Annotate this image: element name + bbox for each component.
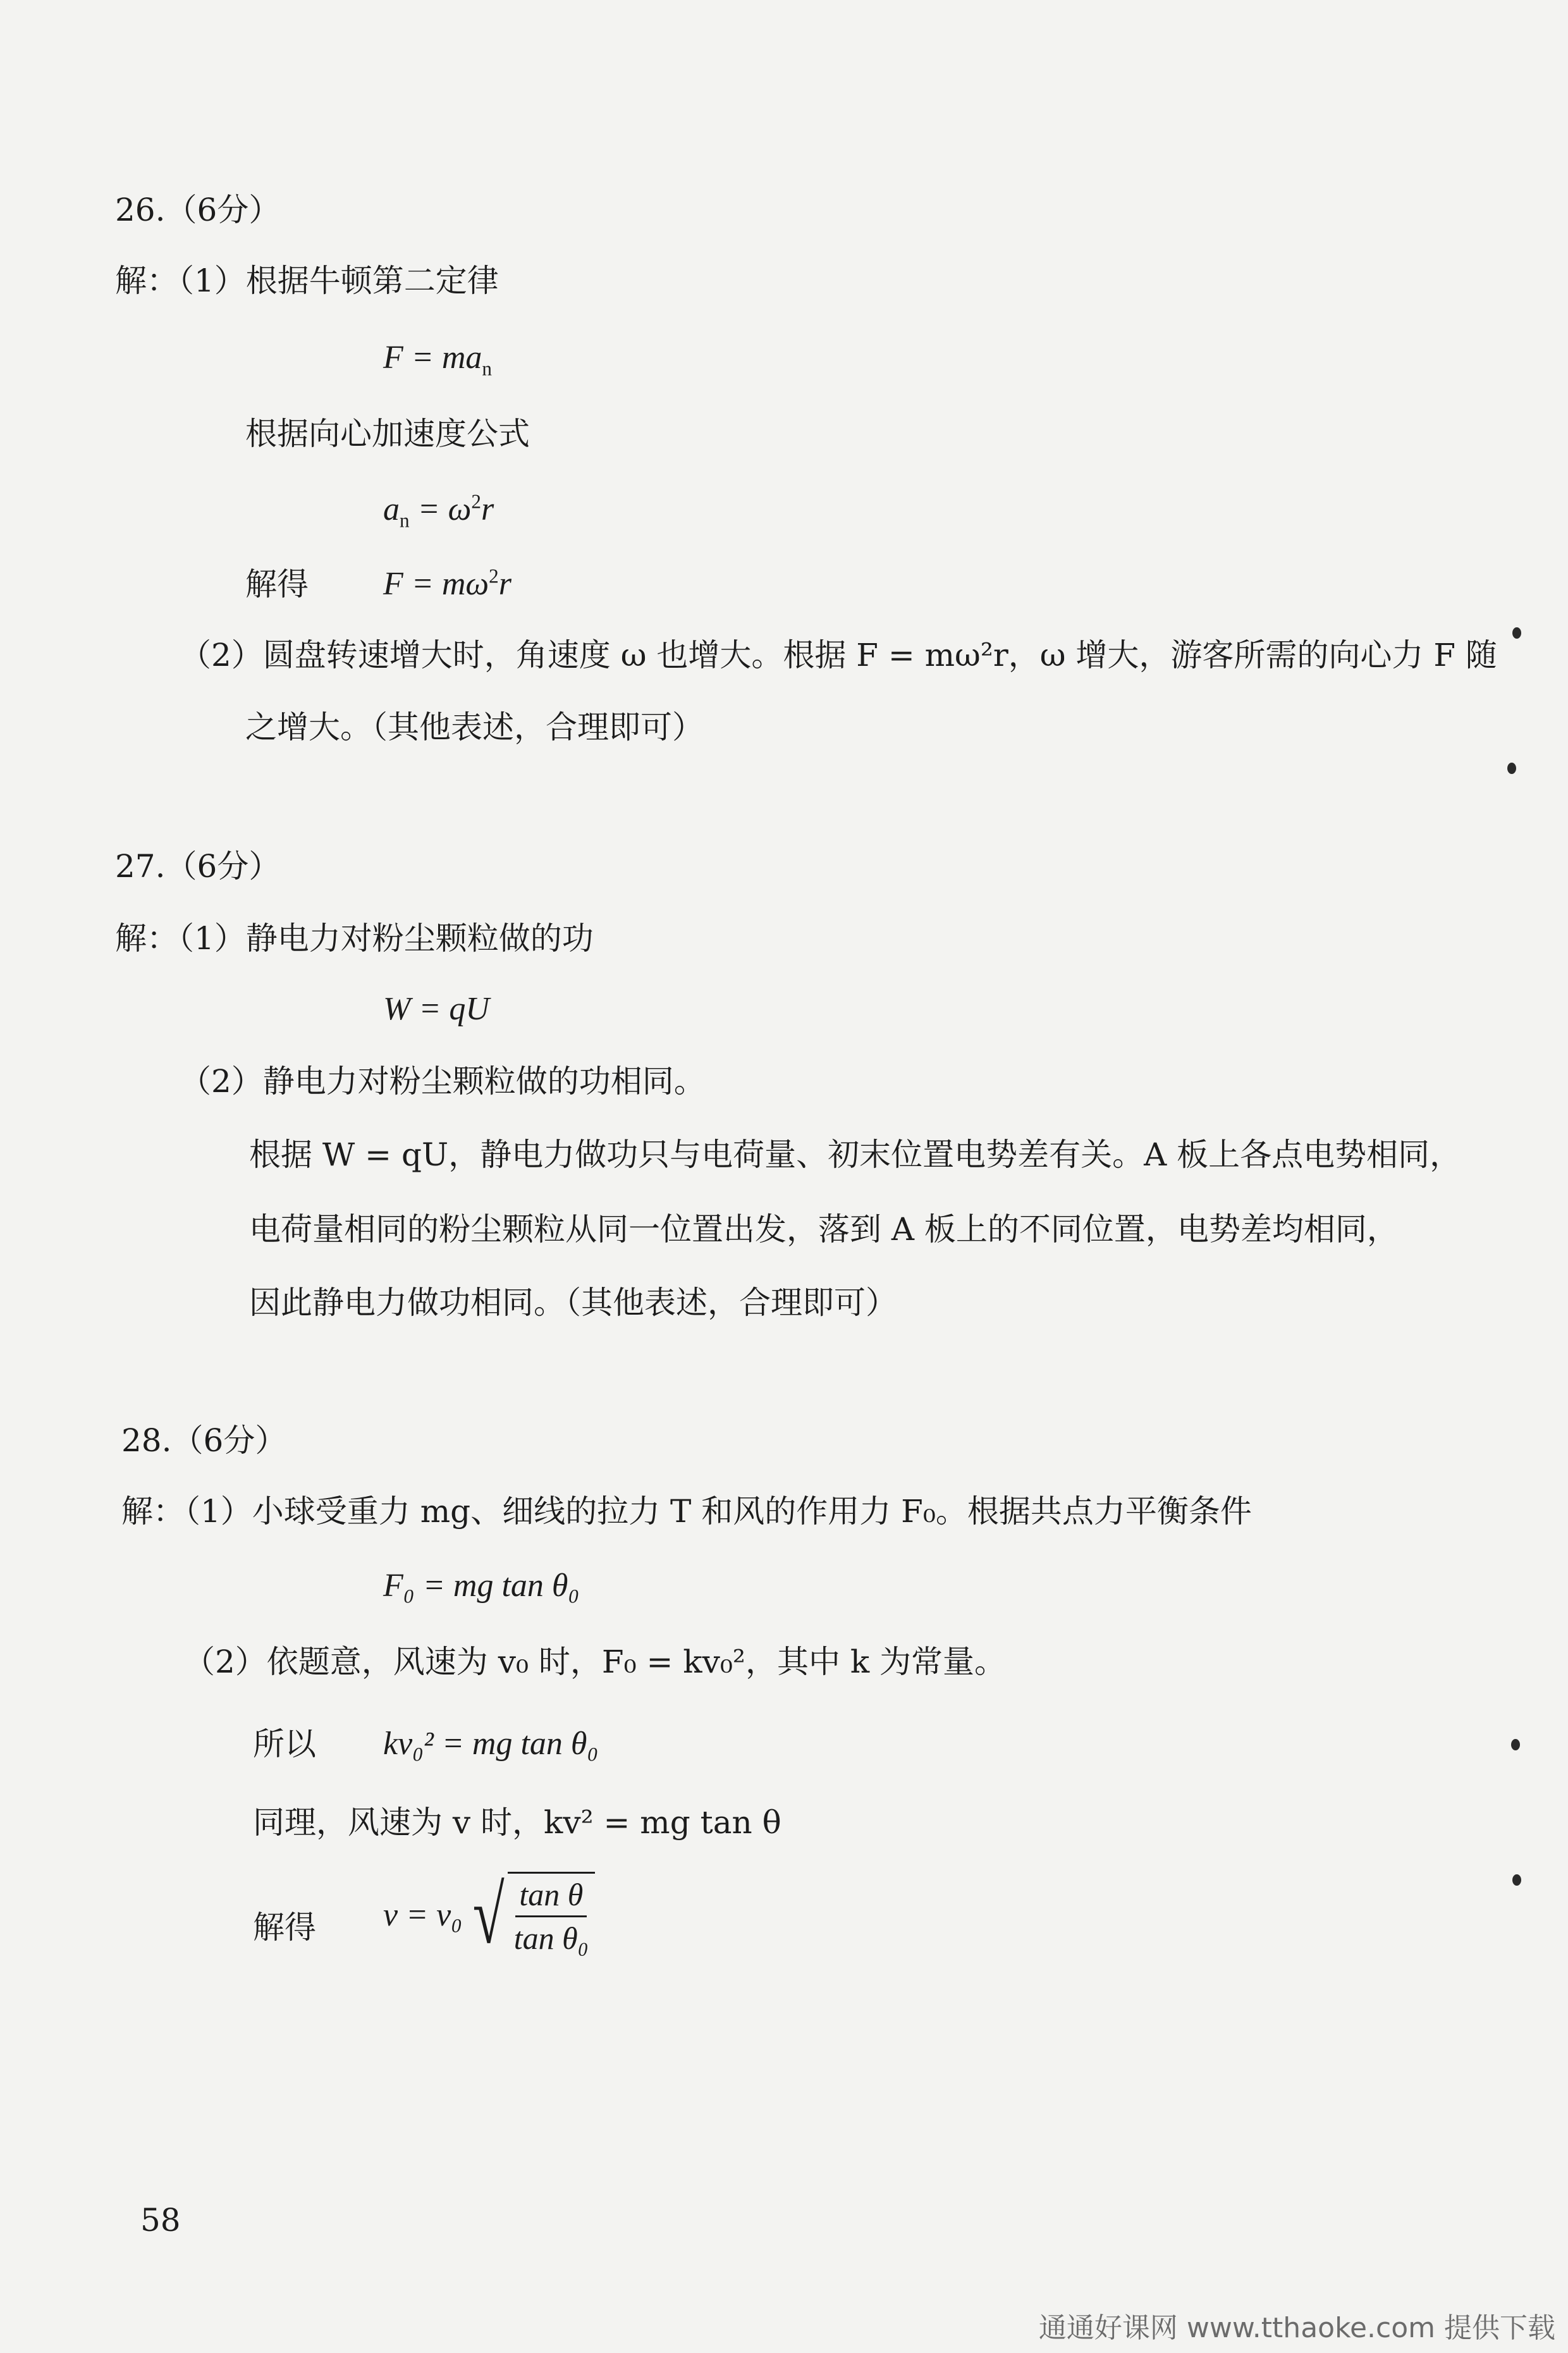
q26-title: 26.（6分） bbox=[115, 192, 281, 228]
q27-part2-line1: （2）静电力对粉尘颗粒做的功相同。 bbox=[180, 1063, 706, 1100]
q27-part2-line3: 电荷量相同的粉尘颗粒从同一位置出发，落到 A 板上的不同位置，电势差均相同， bbox=[249, 1211, 1399, 1248]
q28-eq-so: kv₀² = mg tan θ₀ bbox=[383, 1726, 599, 1762]
q28-eq-balance: F₀ = mg tan θ₀ bbox=[383, 1568, 580, 1604]
q28-solve-label: 解得 bbox=[253, 1909, 316, 1946]
bleed-through bbox=[1201, 190, 1232, 233]
q26-part2-line2: 之增大。（其他表述，合理即可） bbox=[245, 709, 704, 746]
q27-intro: 解：（1）静电力对粉尘颗粒做的功 bbox=[115, 920, 594, 957]
scan-speck bbox=[1507, 763, 1516, 774]
q28-part2-line3: 同理，风速为 v 时，kv² = mg tan θ bbox=[253, 1804, 781, 1841]
q27-part2-line4: 因此静电力做功相同。（其他表述，合理即可） bbox=[249, 1284, 897, 1321]
q26-eq-accel: $a_n = \omega^2r$ bbox=[383, 490, 494, 532]
q28-part2-line1: （2）依题意，风速为 v₀ 时，F₀ = kv₀²，其中 k 为常量。 bbox=[183, 1643, 1007, 1680]
q28-intro: 解：（1）小球受重力 mg、细线的拉力 T 和风的作用力 F₀。根据共点力平衡条件 bbox=[121, 1493, 1252, 1530]
q27-part2-line2: 根据 W = qU，静电力做功只与电荷量、初末位置电势差有关。A 板上各点电势相同， bbox=[249, 1136, 1462, 1173]
q28-result-lhs: v = v₀ bbox=[383, 1897, 463, 1933]
scan-speck bbox=[1511, 1739, 1520, 1750]
q26-eq-result: $F = m\omega^2r$ bbox=[383, 565, 511, 602]
q27-title: 27.（6分） bbox=[115, 848, 281, 885]
q26-intro: 解：（1）根据牛顿第二定律 bbox=[115, 262, 499, 299]
scan-speck bbox=[1512, 1874, 1521, 1886]
q28-so-label: 所以 bbox=[253, 1726, 316, 1762]
q28-eq-result bbox=[383, 1872, 595, 1959]
q27-eq-work: W = qU bbox=[383, 991, 489, 1027]
q28-title: 28.（6分） bbox=[121, 1422, 287, 1459]
q26-part2-line1: （2）圆盘转速增大时，角速度 ω 也增大。根据 F = mω²r，ω 增大，游客所需的向心力 F 随 bbox=[180, 637, 1497, 673]
sqrt-symbol: √ $\frac{\text{tan θ}}{\text{tan θ₀}}$ bbox=[466, 1872, 595, 1959]
page-number: 58 bbox=[140, 2202, 181, 2239]
q26-eq-newton: $F = ma_n$ bbox=[383, 340, 492, 380]
q26-solve-label: 解得 bbox=[245, 566, 309, 603]
scan-speck bbox=[1512, 627, 1521, 639]
q26-text-centripetal: 根据向心加速度公式 bbox=[245, 415, 530, 452]
footer-watermark: 通通好课网 www.tthaoke.com 提供下载 bbox=[1038, 2312, 1555, 2344]
q28-fraction: $\frac{\text{tan θ}}{\text{tan θ₀}}$ bbox=[508, 1872, 595, 1959]
